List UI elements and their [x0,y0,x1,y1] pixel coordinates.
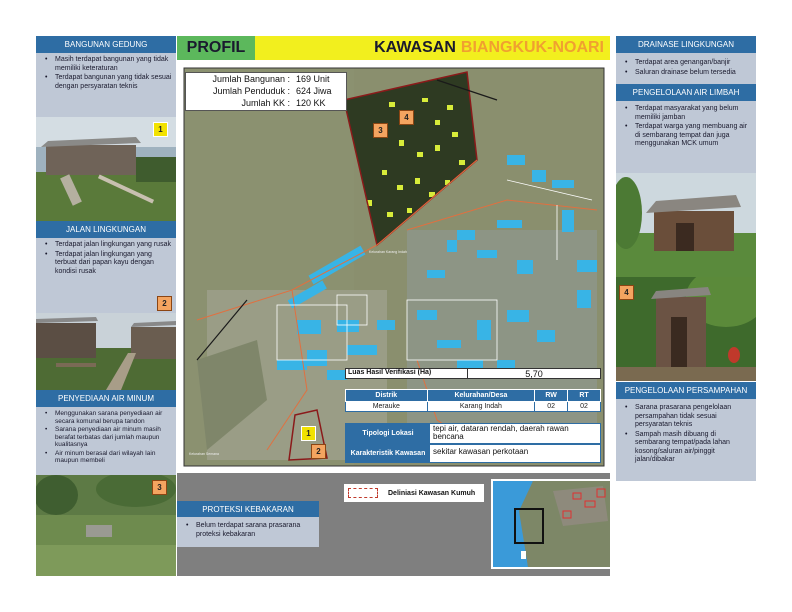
luas-value: 5,70 [525,369,543,379]
photo-limbah-2-image [616,277,756,381]
sampah-header: PENGELOLAAN PERSAMPAHAN [616,382,756,399]
map-place-label: Kelurahan Karang Indah [369,250,407,254]
drainase-list [622,59,752,77]
drainase-panel [616,53,756,84]
title-location: BIANGKUK-NOARI [460,39,604,56]
sampah-list [622,404,752,465]
photo-badge-1: 1 [153,122,168,137]
bangunan-list [42,56,172,91]
photo-jalan [36,313,176,390]
stats-row-bangunan [190,74,342,86]
th-kelurahan: Kelurahan/Desa [427,390,535,402]
sampah-panel [616,399,756,481]
photo-badge-3: 3 [152,480,167,495]
stats-bangunan-label: Jumlah Bangunan : [212,74,290,84]
jalan-list [42,241,172,276]
air-minum-item: • Menggunakan sarana penyediaan air secara komunal berupa tandon [42,410,172,425]
sampah-item: • Sampah masih dibuang di sembarang tempat/pada lahan kosong/saluran air/pinggit jalan/dibakar [622,431,752,465]
air-minum-item: • Sarana penyediaan air minum masih berafat terbatas dari jumlah maupun kualitasnya [42,426,172,449]
karakteristik-row [345,444,601,463]
luas-label: Luas Hasil Verifikasi (Ha) [346,369,468,378]
jalan-item: • Terdapat jalan lingkungan yang terbuat dari papan kayu dengan kondisi rusak [42,251,172,277]
stats-penduduk-value: 624 Jiwa [296,86,332,96]
drainase-item: • Terdapat area genangan/banjir [622,59,752,68]
th-rt: RT [568,390,601,402]
tipologi-value: tepi air, dataran rendah, daerah rawan bencana [433,424,569,441]
limbah-header: PENGELOLAAN AIR LIMBAH [616,84,756,101]
th-rw: RW [535,390,568,402]
proteksi-item: • Belum terdapat sarana prasarana proteksi kebakaran [183,522,315,539]
photo-badge-4: 4 [619,285,634,300]
legend-label: Deliniasi Kawasan Kumuh [388,489,476,497]
table-header-row [346,390,601,402]
map-marker-3: 3 [373,123,388,138]
title-profil [177,36,255,60]
karakteristik-value: sekitar kawasan perkotaan [433,447,529,456]
stats-box [185,72,347,111]
karakteristik-label: Karakteristik Kawasan [346,445,430,462]
map-marker-1: 1 [301,426,316,441]
photo-limbah-1 [616,173,756,277]
drainase-header: DRAINASE LINGKUNGAN [616,36,756,53]
limbah-panel [616,101,756,173]
photo-jalan-image [36,313,176,390]
table-row [346,402,601,412]
stats-kk-value: 120 KK [296,98,326,108]
air-minum-panel [36,407,176,475]
page-title [255,36,610,60]
legend-box [344,484,484,502]
location-table-wrap [345,389,601,412]
stats-penduduk-label: Jumlah Penduduk : [212,86,290,96]
luas-row [345,368,601,379]
td-rw: 02 [535,402,568,412]
tipologi-label: Tipologi Lokasi [346,424,430,443]
limbah-list [622,105,752,149]
map-marker-2: 2 [311,444,326,459]
air-minum-list [42,410,172,465]
legend-swatch-icon [348,488,378,498]
photo-limbah-2 [616,277,756,381]
photo-badge-2: 2 [157,296,172,311]
map-corner-label: Kelurahan Semana [189,452,219,456]
td-kelurahan: Karang Indah [427,402,535,412]
th-distrik: Distrik [346,390,428,402]
stats-row-kk [190,98,342,110]
limbah-item: • Terdapat warga yang membuang air di sembarang tempat dan juga menggunakan MCK umum [622,123,752,149]
title-kawasan: KAWASAN [374,39,456,56]
proteksi-header: PROTEKSI KEBAKARAN [177,501,319,517]
bangunan-panel [36,53,176,117]
proteksi-list [183,522,315,539]
photo-limbah-1-image [616,173,756,277]
proteksi-panel [177,517,319,547]
sampah-item: • Sarana prasarana pengelolaan persampahan tidak sesuai persyaratan teknis [622,404,752,430]
map-frame [177,60,610,473]
stats-kk-label: Jumlah KK : [241,98,290,108]
title-profil-text: PROFIL [186,39,246,56]
jalan-header: JALAN LINGKUNGAN [36,221,176,238]
drainase-item: • Saluran drainase belum tersedia [622,69,752,78]
td-rt: 02 [568,402,601,412]
location-table [345,389,601,412]
stats-row-penduduk [190,86,342,98]
jalan-panel [36,238,176,313]
bangunan-item: • Masih terdapat bangunan yang tidak memiliki keteraturan [42,56,172,73]
inset-map-image [493,481,610,567]
air-minum-header: PENYEDIAAN AIR MINUM [36,390,176,407]
bangunan-item: • Terdapat bangunan yang tidak sesuai dengan persyaratan teknis [42,74,172,91]
inset-map [491,479,612,569]
td-distrik: Merauke [346,402,428,412]
air-minum-item: • Air minum berasal dari wilayah lain maupun membeli [42,450,172,465]
bangunan-header: BANGUNAN GEDUNG [36,36,176,53]
limbah-item: • Terdapat masyarakat yang belum memiliki jamban [622,105,752,122]
map-marker-4: 4 [399,110,414,125]
stats-bangunan-value: 169 Unit [296,74,330,84]
jalan-item: • Terdapat jalan lingkungan yang rusak [42,241,172,250]
tipologi-row [345,423,601,444]
